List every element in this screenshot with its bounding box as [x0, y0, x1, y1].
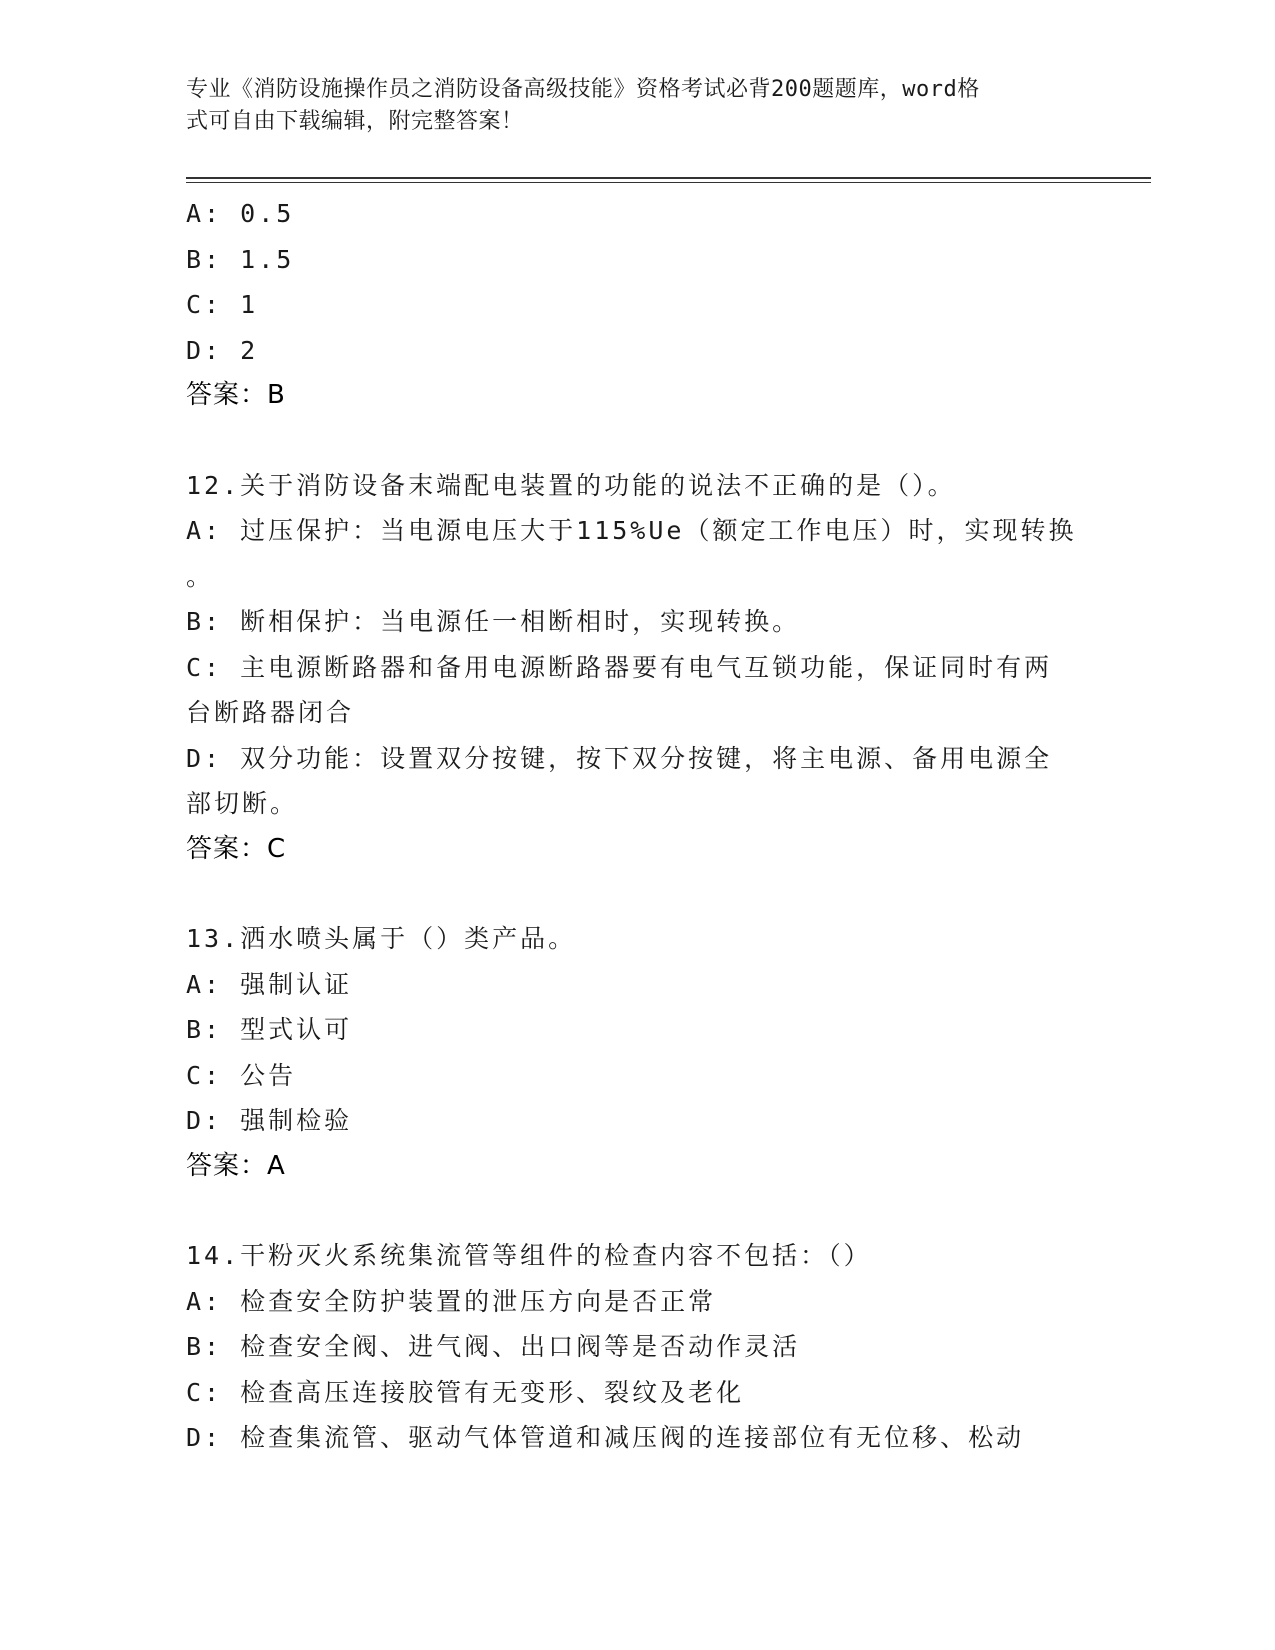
option-d: D: 双分功能：设置双分按键，按下双分按键，将主电源、备用电源全	[186, 743, 1053, 773]
option-c: C: 检查高压连接胶管有无变形、裂纹及老化	[186, 1377, 745, 1407]
option-d: D: 检查集流管、驱动气体管道和减压阀的连接部位有无位移、松动	[186, 1423, 1025, 1452]
question-text: 13.洒水喷头属于（）类产品。	[186, 924, 577, 953]
option-a: A: 0.5	[186, 199, 295, 228]
option-c: C: 1	[186, 290, 259, 319]
question-11	[186, 191, 1086, 419]
header-divider-thin	[186, 182, 1151, 183]
option-b: B: 断相保护：当电源任一相断相时，实现转换。	[186, 607, 801, 636]
question-text: 14.干粉灭火系统集流管等组件的检查内容不包括：（）	[186, 1241, 872, 1270]
option-a: A: 强制认证	[186, 969, 353, 999]
option-c: C: 主电源断路器和备用电源断路器要有电气互锁功能，保证同时有两	[186, 652, 1053, 682]
option-c: C: 公告	[186, 1060, 297, 1090]
option-b: B: 型式认可	[186, 1015, 353, 1044]
document-header	[186, 74, 1066, 138]
option-b: B: 1.5	[186, 244, 295, 274]
question-13	[186, 916, 1086, 1189]
header-line-1: 专业《消防设施操作员之消防设备高级技能》资格考试必背200题题库，word格	[186, 77, 980, 102]
option-a: A: 过压保护：当电源电压大于115%Ue（额定工作电压）时，实现转换	[186, 516, 1077, 545]
answer-line: 答案：C	[186, 833, 287, 864]
question-text: 12.关于消防设备末端配电装置的功能的说法不正确的是（）。	[186, 470, 956, 500]
option-d: D: 2	[186, 335, 259, 365]
answer-line: 答案：A	[186, 1150, 286, 1181]
header-line-2: 式可自由下载编辑，附完整答案！	[186, 109, 524, 134]
header-divider-thick	[186, 177, 1151, 179]
question-14	[186, 1233, 1086, 1461]
question-list	[186, 191, 1086, 1461]
question-12	[186, 463, 1086, 873]
option-a: A: 检查安全防护装置的泄压方向是否正常	[186, 1286, 717, 1316]
option-d-continued: 部切断。	[186, 789, 299, 818]
answer-line: 答案：B	[186, 380, 286, 410]
option-a-continued: 。	[186, 561, 215, 591]
option-d: D: 强制检验	[186, 1106, 353, 1135]
option-b: B: 检查安全阀、进气阀、出口阀等是否动作灵活	[186, 1332, 801, 1361]
option-c-continued: 台断路器闭合	[186, 698, 355, 727]
